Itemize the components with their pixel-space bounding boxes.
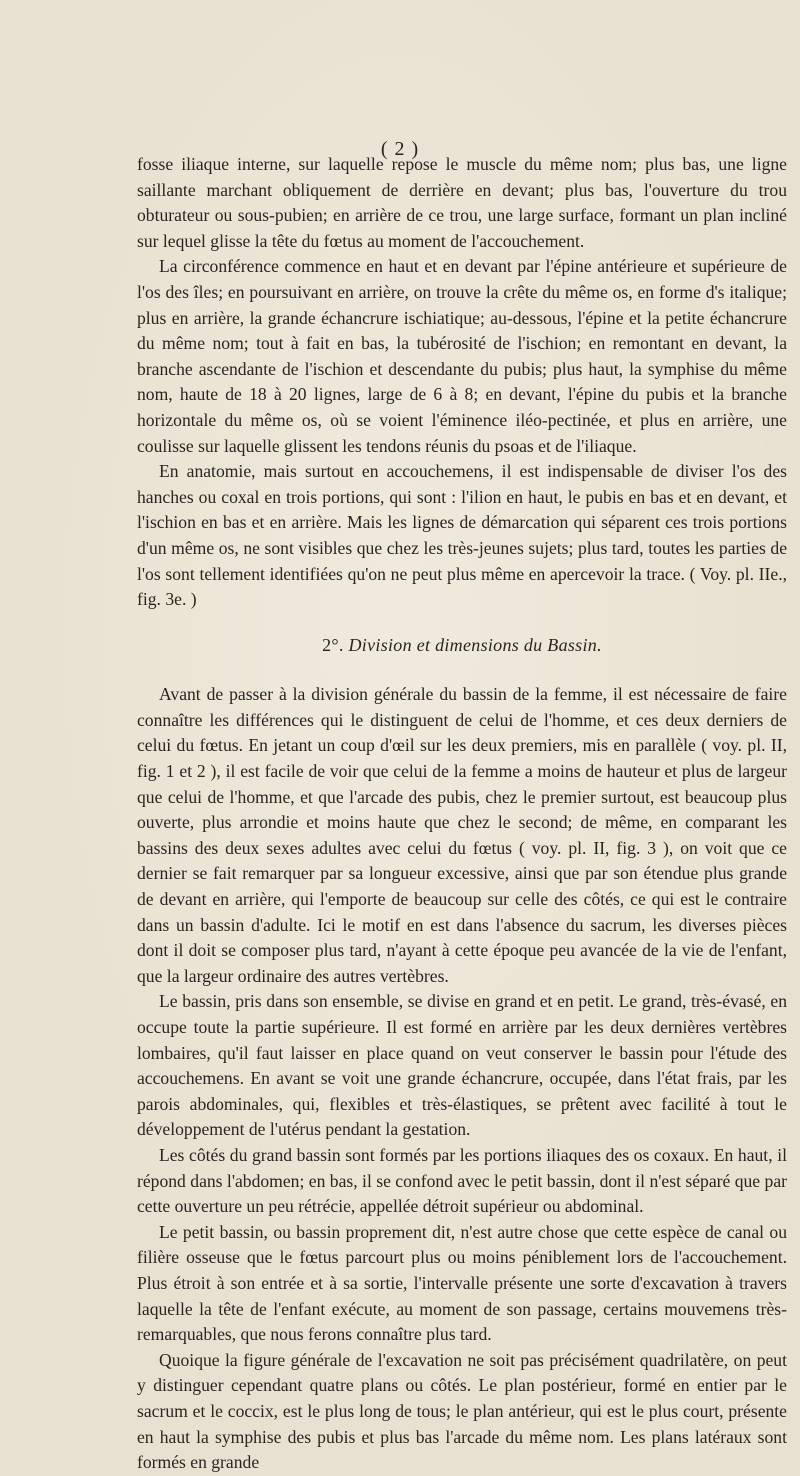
section-heading <box>137 633 787 659</box>
paragraph: Quoique la figure générale de l'excavation ne soit pas précisément quadrilatère, on peut y distinguer cependant quatre plans ou côtés. Le plan postérieur, formé en entier par le sacrum et le coccix, est le plus long de tous; le plan antérieur, qui est le plus court, présente en haut la symphise des pubis et plus bas l'arcade du même nom. Les plans latéraux sont formés en grande <box>137 1349 787 1473</box>
section-title: Division et dimensions du Bassin. <box>348 634 602 655</box>
paragraph: fosse iliaque interne, sur laquelle repose le muscle du même nom; plus bas, une ligne saillante marchant obliquement de derrière en devant; plus bas, l'ouverture du trou obturateur ou sous-pubien; en arrière de ce trou, une large surface, formant un plan incliné sur lequel glisse la tête du fœtus au moment de l'accouchement. <box>137 154 787 251</box>
paragraph: En anatomie, mais surtout en accouchemens, il est indispensable de diviser l'os des hanches ou coxal en trois portions, qui sont : l'ilion en haut, le pubis en bas et en devant, et l'ischion en bas et en arrière. Mais les lignes de démarcation qui séparent ces trois portions d'un même os, ne sont visibles que chez les très-jeunes sujets; plus tard, toutes les parties de l'os sont tellement identifiées qu'on ne peut plus même en apercevoir la trace. ( Voy. pl. IIe., fig. 3e. ) <box>137 461 787 610</box>
paragraph: Le petit bassin, ou bassin proprement dit, n'est autre chose que cette espèce de canal ou filière osseuse que le fœtus parcourt plus ou moins péniblement lors de l'accouchement. Plus étroit à son entrée et à sa sortie, l'intervalle présente une sorte d'excavation à travers laquelle la tête de l'enfant exécute, au moment de son passage, certains mouvemens très-remarquables, que nous ferons connaître plus tard. <box>137 1221 787 1345</box>
paragraph: Les côtés du grand bassin sont formés par les portions iliaques des os coxaux. En haut, il répond dans l'abdomen; en bas, il se confond avec le petit bassin, dont il n'est séparé que par cette ouverture un peu rétrécie, appellée détroit supérieur ou abdominal. <box>137 1144 787 1217</box>
paragraph: La circonférence commence en haut et en devant par l'épine antérieure et supérieure de l'os des îles; en poursuivant en arrière, on trouve la crête du même os, en forme d's italique; plus en arrière, la grande échancrure ischiatique; au-dessous, l'épine et la petite échancrure du même nom; tout à fait en bas, la tubérosité de l'ischion; en remontant en devant, la branche ascendante de l'ischion et descendante du pubis; plus haut, la symphise du même nom, haute de 18 à 20 lignes, large de 6 à 8; en devant, l'épine du pubis et la branche horizontale du même os, où se voient l'éminence iléo-pectinée, et plus en arrière, une coulisse sur laquelle glissent les tendons réunis du psoas et de l'iliaque. <box>137 256 787 456</box>
paragraph: Avant de passer à la division générale du bassin de la femme, il est nécessaire de faire connaître les différences qui le distinguent de celui de l'homme, et ces deux derniers de celui du fœtus. En jetant un coup d'œil sur les deux premiers, mis en parallèle ( voy. pl. II, fig. 1 et 2 ), il est facile de voir que celui de la femme a moins de hauteur et plus de largeur que celui de l'homme, et que l'arcade des pubis, chez le premier surtout, est beaucoup plus ouverte, plus arrondie et moins haute que chez le second; de même, en comparant les bassins des deux sexes adultes avec celui du fœtus ( voy. pl. II, fig. 3 ), on voit que ce dernier se fait remarquer par sa longueur excessive, ainsi que par son étendue plus grande de devant en arrière, qui l'emporte de beaucoup sur celle des côtés, ce qui est le contraire dans un bassin d'adulte. Ici le motif en est dans l'absence du sacrum, les diverses pièces dont il doit se composer plus tard, n'ayant à cette époque peu avancée de la vie de l'enfant, que la largeur ordinaire des autres vertèbres. <box>137 684 787 986</box>
paragraph: Le bassin, pris dans son ensemble, se divise en grand et en petit. Le grand, très-évasé, en occupe toute la partie supérieure. Il est formé en arrière par les deux dernières vertèbres lombaires, qu'il faut laisser en place quand on veut conserver le bassin pour l'étude des accouchemens. En avant se voit une grande échancrure, occupée, dans l'état frais, par les parois abdominales, qui, flexibles et très-élastiques, se prêtent avec facilité à tout le développement de l'utérus pendant la gestation. <box>137 991 787 1140</box>
section-number: 2°. <box>322 634 344 655</box>
page-number: ( 2 ) <box>380 138 420 160</box>
body-text <box>137 152 787 1476</box>
